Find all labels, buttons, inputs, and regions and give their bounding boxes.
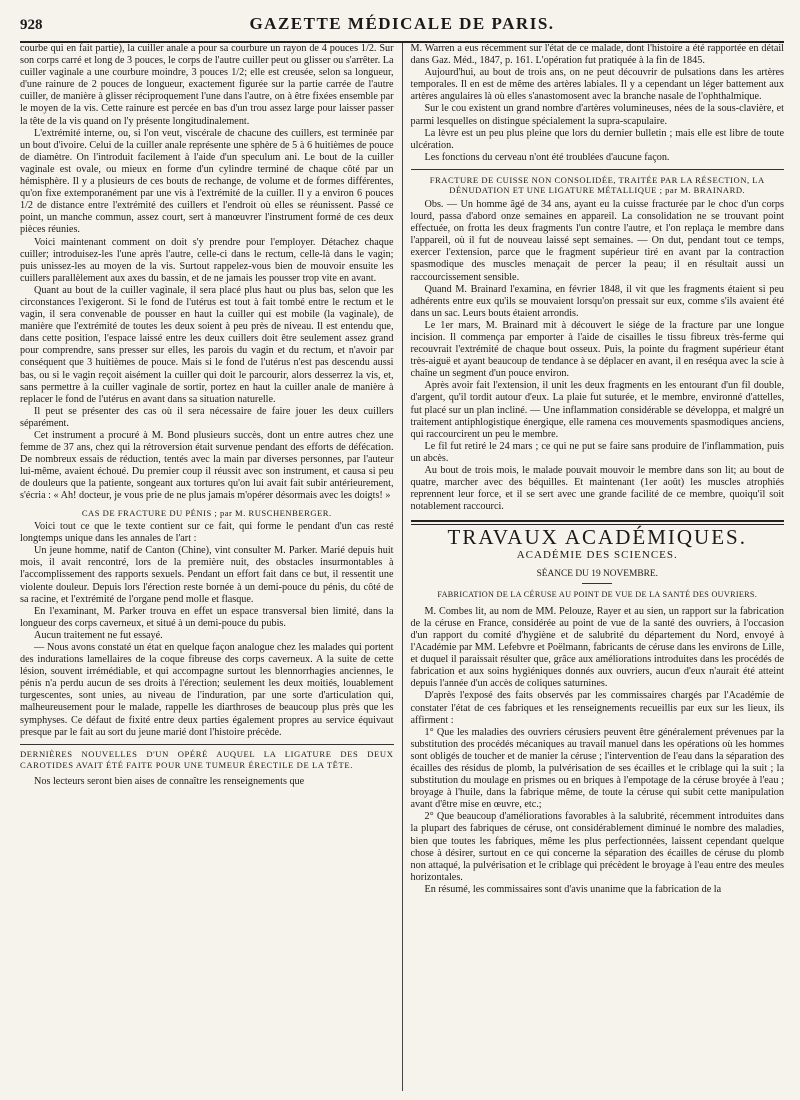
journal-title: GAZETTE MÉDICALE DE PARIS.	[249, 14, 555, 33]
fabrication-heading: FABRICATION DE LA CÉRUSE AU POINT DE VUE DE LA SANTÉ DES OUVRIERS.	[437, 589, 758, 599]
travaux-heading: TRAVAUX ACADÉMIQUES.	[447, 525, 747, 550]
paragraph: Cet instrument a procuré à M. Bond plusieurs succès, dont un entre autres chez une femme de 37 ans, chez qui la rétroversion était survenue pendant des efforts de défécation. De nombreux essais de réduction, tentés avec la main par diverses personnes, par l'auteur lui-même, avaient échoué. Du premier coup il réussit avec son instrument, et causa si peu de douleurs que la patiente, songeant aux tortures qu'on lui avait fait subir antérieurement, s'écria : « Ah! docteur, je vous prie de ne plus jamais m'opérer désormais avec les doigts! »	[20, 430, 394, 502]
page-number: 928	[20, 17, 43, 33]
paragraph: Aujourd'hui, au bout de trois ans, on ne peut découvrir de pulsations dans les artères temporales. Il en est de même des artères labiales. Il y a cependant un léger battement aux artères angulaires là où elles s'anastomosent avec la branche nasale de l'ophthalmique.	[410, 67, 784, 103]
section-title-penis-fracture: CAS DE FRACTURE DU PÉNIS ; par M. RUSCHENBERGER.	[81, 507, 332, 518]
right-column	[402, 43, 785, 1091]
paragraph: L'extrémité interne, ou, si l'on veut, viscérale de chacune des cuillers, est terminée par un bout d'ivoire. Celui de la cuiller anale représente une sphère de 5 à 6 huitièmes de pouce de diamètre. On l'introduit facilement à l'aide d'un speculum ani. Le bout de la cuiller vaginale est ovale, ou mieux en forme d'un cylindre terminé de chaque côté par un hémisphère. Il y a plusieurs de ces bouts de rechange, de volume et de formes différentes, qu'on fixe extemporanément par une vis à l'extrémité de la cuiller. Il y a environ 6 pouces 1/2 de distance entre l'extrémité des cuillers et l'endroit où elles se réunissent. Passé ce point, un manche commun, assez court, sert à manœuvrer l'instrument formé de ces deux pièces réunies.	[20, 127, 394, 236]
section-title-carotid-ligature: DERNIÈRES NOUVELLES D'UN OPÉRÉ AUQUEL LA LIGATURE DES DEUX CAROTIDES AVAIT ÉTÉ FAITE POUR UNE TUMEUR ÉRECTILE DE LA TÊTE.	[20, 748, 394, 770]
left-column	[20, 43, 402, 1091]
section-divider	[20, 744, 394, 745]
paragraph: En résumé, les commissaires sont d'avis unanime que la fabrication de la	[424, 883, 722, 895]
paragraph: Nos lecteurs seront bien aises de connaître les renseignements que	[34, 775, 305, 787]
paragraph: Le fil fut retiré le 24 mars ; ce qui ne put se faire sans produire de l'inflammation, puis un abcès.	[410, 440, 784, 464]
paragraph: La lèvre est un peu plus pleine que lors du dernier bulletin ; mais elle est libre de toute ulcération.	[410, 127, 784, 151]
paragraph: Au bout de trois mois, le malade pouvait mouvoir le membre dans son lit; au bout de quatre, marcher avec des béquilles. Et maintenant (1er août) les muscles atrophiés reprennent leur force, et il se sert avec une grande facilité de ce membre, quoiqu'il soit notablement raccourci.	[410, 465, 784, 513]
paragraph: 2° Que beaucoup d'améliorations favorables à la salubrité, récemment introduites dans la plupart des fabriques de céruse, ont considérablement diminué le nombre des maladies, bien que toutes les fabriques, même les plus perfectionnées, laissent cependant quelque chose à désirer, surtout en ce qui concerne la séparation des écailles de céruse du plomb non attaqué, la pulvérisation et le criblage qui précèdent le broyage à l'eau entre des meules horizontales.	[410, 811, 784, 883]
paragraph: Quand M. Brainard l'examina, en février 1848, il vit que les fragments étaient si peu adhérents entre eux qu'ils se mouvaient lorsqu'on pressait sur eux, comme s'ils avaient été dans un sac. Leurs bouts étaient arrondis.	[410, 283, 784, 319]
section-divider	[411, 169, 785, 170]
page-header	[20, 14, 784, 43]
paragraph: Quant au bout de la cuiller vaginale, il sera placé plus haut ou plus bas, selon que les circonstances l'exigeront. Si le fond de l'utérus est tout à fait tombé entre le rectum et le vagin, il sera convenable de pousser en haut la cuiller qui est mobile (la vaginale), de manière que l'extrémité de toutes les deux soient à peu près de niveau. Il est entendu que, dans cette position, l'espace laissé entre les deux cuillers doit être seulement assez grand pour comprendre, sans presser sur elles, les parois du vagin et du rectum, et n'avoir par conséquent que 3 huitièmes de pouce. Mais si le fond de l'utérus n'est pas descendu aussi bas, ou si le vagin reçoit aisément la cuiller qui doit le parcourir, alors desserrez la vis, et, sans permettre à la cuiller vaginale de sortir, portez en haut la cuiller anale de manière à replacer le fond de l'utérus en avant dans sa situation naturelle.	[20, 284, 394, 405]
paragraph: D'après l'exposé des faits observés par les commissaires chargés par l'Académie de constater l'état de ces fabriques et les renseignements recueillis par eux sur les lieux, ils affirment :	[410, 690, 784, 726]
paragraph: Le 1er mars, M. Brainard mit à découvert le siége de la fracture par une longue incision. Il commença par emporter à l'aide de cisailles le tissu fibreux très-ferme qui recouvrait l'extrémité de chaque bout osseux. Puis, la pointe du fragment supérieur étant très-aiguë et ayant beaucoup de tendance à se déplacer en avant, il en reséqua avec la scie à chaîne un segment d'un pouce environ.	[410, 319, 784, 380]
paragraph: Voici tout ce que le texte contient sur ce fait, qui forme le pendant d'un cas resté longtemps unique dans les annales de l'art :	[20, 521, 394, 545]
paragraph: 1° Que les maladies des ouvriers cérusiers peuvent être généralement prévenues par la substitution des procédés mécaniques au travail manuel dans les opérations où les hommes sont obligés de toucher et de manier la céruse ; l'intervention de l'eau dans la séparation des écailles des résidus de plomb, la pulvérisation de ses écailles et le criblage qui la suit ; la substitution du moulage en prismes ou en briques à l'empotage de la céruse broyée à l'eau ; broyage à l'huile, dans la fabrique même, de toute la céruse qui subit cette manipulation avant d'être mise en œuvre, etc.;	[410, 726, 784, 811]
columns	[20, 43, 784, 1091]
paragraph: En l'examinant, M. Parker trouva en effet un espace transversal bien limité, dans la longueur des corps caverneux, et situé à un demi-pouce du pubis.	[20, 605, 394, 629]
paragraph: Après avoir fait l'extension, il unit les deux fragments en les entourant d'un fil double, d'argent, qu'il tordit autour d'eux. La plaie fut suturée, et le membre, environné d'attelles, fut placé sur un plan incliné. — Une inflammation considérable se développa, et malgré un traitement antiphlogistique énergique, elle ramena ces mouvements spasmodiques anciens, qui raccourcirent un peu le membre.	[410, 380, 784, 440]
paragraph: M. Warren a eus récemment sur l'état de ce malade, dont l'histoire a été rapportée en détail dans Gaz. Méd., 1847, p. 161. L'opération fut pratiquée à la fin de 1845.	[410, 43, 784, 67]
paragraph: Il peut se présenter des cas où il sera nécessaire de faire jouer les deux cuillers séparément.	[20, 405, 394, 429]
academie-heading: ACADÉMIE DES SCIENCES.	[516, 549, 678, 562]
paragraph: Aucun traitement ne fut essayé.	[34, 629, 163, 641]
seance-heading: SÉANCE DU 19 NOVEMBRE.	[411, 568, 785, 584]
paragraph: Les fonctions du cerveau n'ont été troublées d'aucune façon.	[424, 151, 670, 163]
section-title-thigh-fracture: FRACTURE DE CUISSE NON CONSOLIDÉE, TRAITÉE PAR LA RÉSECTION, LA DÉNUDATION ET UNE LIGATURE MÉTALLIQUE ; par M. BRAINARD.	[429, 174, 765, 196]
paragraph: M. Combes lit, au nom de MM. Pelouze, Rayer et au sien, un rapport sur la fabrication de la céruse en France, considérée au point de vue de la santé des ouvriers, à l'occasion d'un rapport du comité d'hygiène et de salubrité du département du Nord, envoyé à l'Académie par MM. Lefebvre et Poëlmann, fabricants de céruse dans les environs de Lille, et duquel il paraissait résulter que, grâce aux améliorations introduites dans les procédés de fabrication et aux soins hygiéniques donnés aux ouvriers, aucun d'eux n'aurait été atteint depuis l'année d'un accès de coliques saturnines.	[410, 605, 784, 690]
paragraph: Obs. — Un homme âgé de 34 ans, ayant eu la cuisse fracturée par le choc d'un corps lourd, passa d'abord onze semaines en appareil. La consolidation ne se trouvant point effectuée, on frotta les deux fragments l'un contre l'autre, et l'on replaça le membre dans l'appareil, où il fut de nouveau laissé sept semaines. — On dut, pendant tout ce temps, exercer l'extension, parce que le fragment supérieur tiré en avant par la contraction spasmodique des muscles menaçait de percer la peau; il en résultait aussi un raccourcissement sensible.	[410, 198, 784, 283]
paragraph: Un jeune homme, natif de Canton (Chine), vint consulter M. Parker. Marié depuis huit mois, il avait rencontré, lors de la première nuit, des obstacles insurmontables à l'accomplissement des rapports sexuels. Pendant un effort fait dans ce but, il ressentit une violente douleur. Depuis lors l'érection reste bornée à un demi-pouce du pénis, du côté de sa racine, et l'extrémité de l'organe pend molle et flasque.	[20, 545, 394, 605]
paragraph: — Nous avons constaté un état en quelque façon analogue chez les malades qui portent des indurations lamellaires de la coque fibreuse des corps caverneux. A la suite de cette lésion, souvent irrémédiable, et qui accompagne surtout les blennorrhagies anciennes, le pénis n'a perdu aucun de ses droits à l'érection; seulement les deux moitiés, louablement turgescentes, sont unies, au niveau de l'induration, par une sorte d'articulation qui, malheureusement pour le malade, rappelle les diarthroses de beaucoup plus près que les symphyses. Ce défaut de fixité entre deux parties également propres au service équivaut presque par le fait au sort du jeune marié dont l'histoire précède.	[20, 642, 394, 738]
paragraph: Voici maintenant comment on doit s'y prendre pour l'employer. Détachez chaque cuiller; introduisez-les l'une après l'autre, celle-ci dans le rectum, celle-là dans le vagin; puis unissez-les au moyen de la vis. Surtout rappelez-vous bien de mouvoir ensuite les cuillers parallèlement aux axes du bassin, et de ne jamais les pousser trop vite en avant.	[20, 236, 394, 284]
paragraph: courbe qui en fait partie), la cuiller anale a pour sa courbure un rayon de 4 pouces 1/2. Sur son corps carré et long de 3 pouces, le corps de l'autre cuiller peut ou glisser ou s'arrêter. La cuiller vaginale a une courbure moindre, 3 pouces 1/2; elle est creusée, selon sa longueur, d'une rainure de 2 pouces de longueur, exactement figurée sur la partie carrée de l'autre cuiller, de manière à glisser réciproquement l'une dans l'autre, on à être fixées ensemble par le moyen de la vis. Cette rainure est percée en bas d'un trou assez large pour laisser passer la tête de la vis quand on l'y présente longitudinalement.	[20, 43, 394, 127]
paragraph: Sur le cou existent un grand nombre d'artères volumineuses, nées de la sous-clavière, et parmi lesquelles on distingue spécialement la supra-scapulaire.	[410, 103, 784, 127]
